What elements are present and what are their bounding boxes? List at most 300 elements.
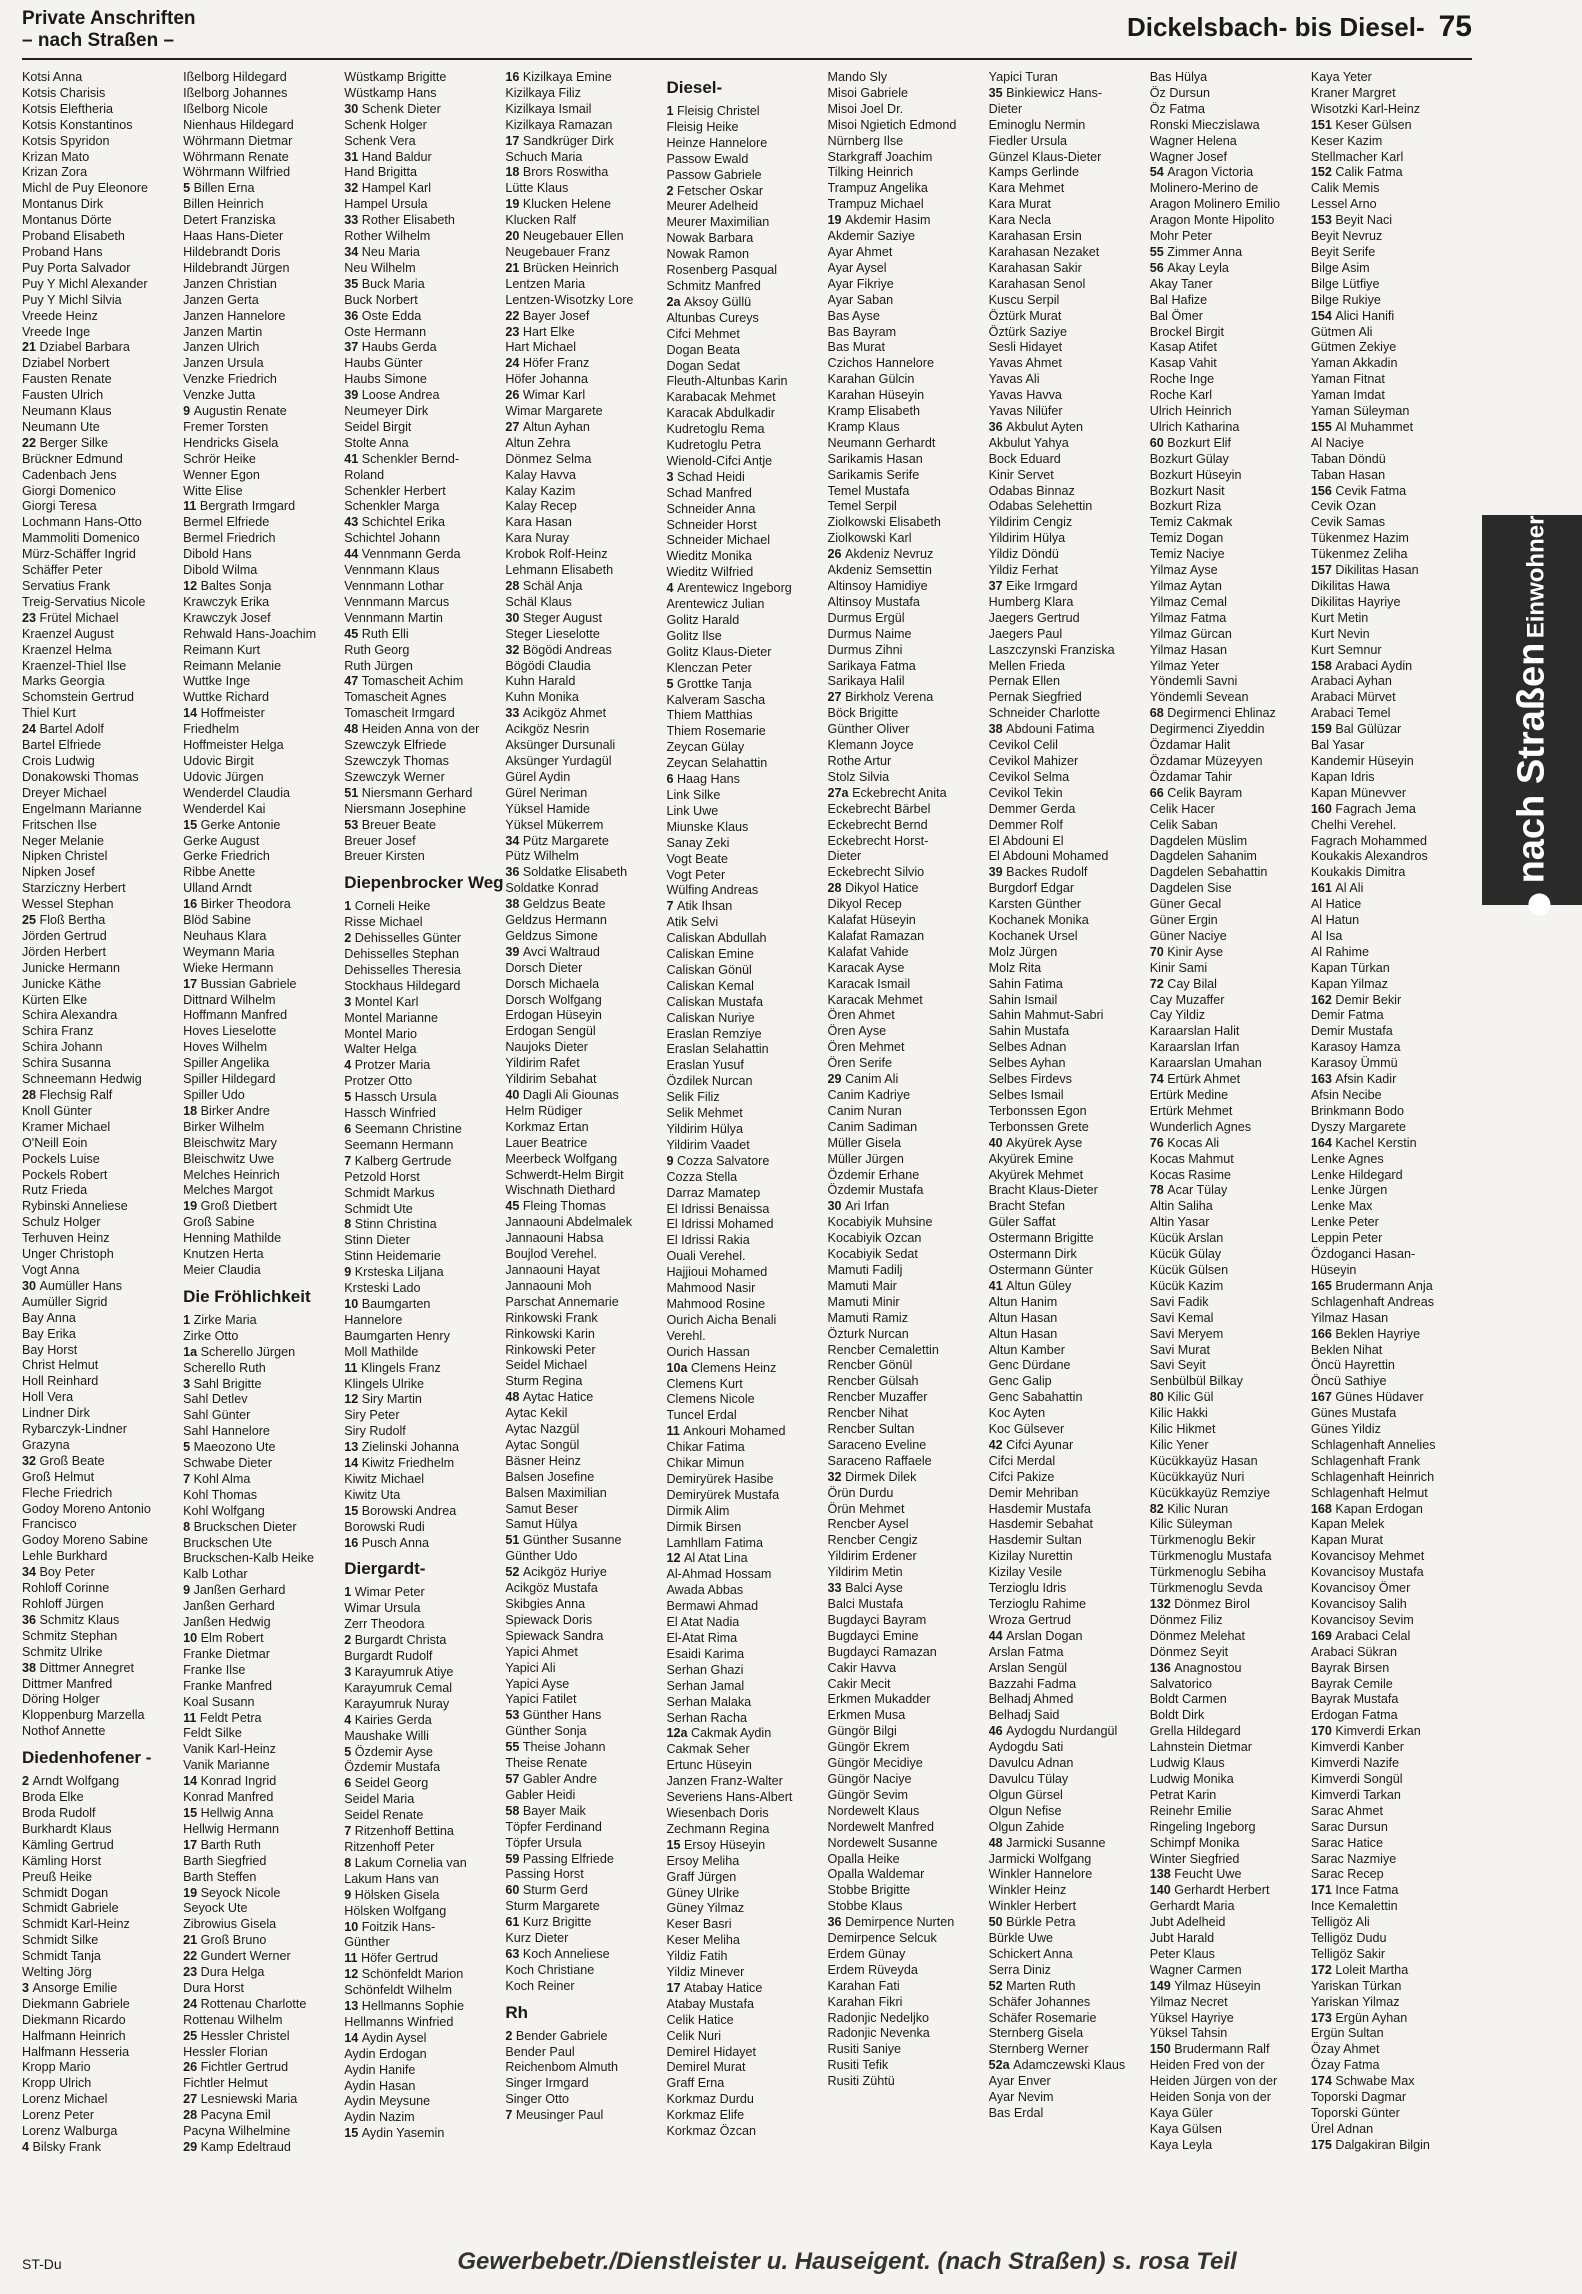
house-number: 28 [827,881,846,896]
directory-entry: Udovic Birgit [183,753,254,768]
directory-column [666,70,827,2230]
directory-entry: Seidel Birgit [344,419,412,434]
directory-entry: 26 Akdeniz Nevruz [827,547,934,562]
house-number: 72 [1149,976,1168,991]
directory-entry: Arentewicz Julian [666,597,765,612]
house-number: 44 [988,1628,1007,1643]
directory-entry: Montanus Dirk [22,197,104,212]
directory-entry: Helm Rüdiger [505,1103,583,1118]
directory-entry: Beklen Nihat [1310,1342,1383,1357]
directory-entry: Kizilkaya Filiz [505,85,581,100]
directory-entry: Stockhaus Hildegard [344,978,461,993]
directory-entry: Kapan Münevver [1310,785,1407,800]
directory-entry: Erdogan Sengül [505,1024,596,1039]
section-side-tab [1482,515,1582,905]
directory-entry: Cifci Merdal [988,1453,1056,1468]
footer-banner: Gewerbebetr./Dienstleister u. Hauseigent. (nach Straßen) s. rosa Teil [457,2248,1237,2275]
directory-entry: 18 Birker Andre [183,1103,270,1118]
directory-entry: 38 Geldzus Beate [505,897,606,912]
house-number: 149 [1149,1978,1175,1993]
directory-entry: Dagdelen Sise [1149,881,1232,896]
directory-entry: Olgun Zahide [988,1819,1065,1834]
house-number: 40 [505,1088,523,1102]
directory-entry: Fichtler Helmut [183,2076,268,2091]
directory-entry: 12 Siry Martin [344,1392,422,1407]
directory-entry: Lehle Burkhard [22,1549,108,1564]
directory-entry: Singer Otto [505,2092,570,2107]
directory-entry: Wöhrmann Renate [183,149,289,164]
house-number: 3 [22,1980,33,1995]
directory-entry: Pernak Siegfried [988,690,1082,705]
directory-entry: Kotsis Spyridon [22,133,110,148]
house-number: 14 [183,706,201,721]
directory-entry: Kiwitz Uta [344,1487,401,1502]
directory-entry: Tilking Heinrich [827,165,914,180]
directory-entry: Spiewack Sandra [505,1628,604,1643]
directory-entry: Fausten Renate [22,372,112,387]
house-number: 14 [344,1456,362,1471]
house-number: 2 [666,183,677,198]
directory-entry: Koukakis Alexandros [1310,849,1428,864]
directory-entry: Schichtel Johann [344,531,441,546]
directory-entry: Fiedler Ursula [988,133,1068,148]
directory-entry: Güngör Ekrem [827,1740,910,1755]
directory-entry: Ulland Arndt [183,881,252,896]
directory-entry: Rusiti Saniye [827,2042,902,2057]
directory-entry: Blöd Sabine [183,913,252,928]
directory-entry: Fleuth-Altunbas Karin [666,374,788,389]
directory-entry: Gürel Aydin [505,769,571,784]
directory-entry: 161 Al Ali [1310,881,1364,896]
directory-entry: Kaya Gülsen [1149,2121,1222,2136]
directory-entry: Cakir Havva [827,1660,897,1675]
directory-entry: Ertunc Hüseyin [666,1758,752,1773]
directory-entry: Molz Rita [988,960,1042,975]
directory-entry: Feldt Silke [183,1726,242,1741]
directory-entry: 8 Lakum Cornelia van [344,1855,467,1870]
directory-entry: Korkmaz Özcan [666,2124,757,2139]
directory-entry: Henning Mathilde [183,1231,282,1246]
house-number: 171 [1310,1883,1336,1898]
directory-entry: Kalafat Vahide [827,944,909,959]
house-number: 23 [22,610,40,625]
directory-entry: Yilmaz Ayse [1149,563,1218,578]
directory-entry: Karahan Hüseyin [827,388,925,403]
directory-entry: Puy Porta Salvador [22,260,131,275]
directory-entry: 21 Groß Bruno [183,1933,267,1948]
directory-entry: 32 Bögödi Andreas [505,642,612,657]
directory-entry: 5 Grottke Tanja [666,676,752,691]
directory-entry: Spiewack Doris [505,1612,593,1627]
directory-entry: Savi Fadik [1149,1294,1209,1309]
house-number: 32 [344,181,362,196]
directory-entry: Eraslan Remziye [666,1026,762,1041]
directory-entry: Aytac Nazgül [505,1422,580,1437]
section-label-line1: Private Anschriften [22,8,196,29]
side-tab-line2: nach Straßen [1510,642,1553,883]
directory-column [22,70,183,2230]
directory-entry: Kalay Kazim [505,483,576,498]
directory-entry: Örün Mehmet [827,1501,905,1516]
house-number: 132 [1149,1597,1175,1611]
directory-entry: Schenkler Herbert [344,483,446,498]
section-label [22,8,196,52]
house-number: 17 [183,1837,201,1852]
house-number: 21 [505,260,523,275]
directory-entry: Meurer Adelheid [666,199,759,214]
house-number: 3 [666,469,677,484]
directory-entry: Neumann Ute [22,419,100,434]
directory-entry: Özdamar Müzeyyen [1149,753,1263,768]
directory-entry: Yildirim Vaadet [666,1137,750,1152]
directory-entry: Krizan Zora [22,165,88,180]
directory-entry: 1 Zirke Maria [183,1312,257,1327]
house-number: 19 [183,1199,201,1214]
directory-entry: Kurt Nevin [1310,626,1370,641]
directory-entry: Bock Eduard [988,451,1061,466]
house-number: 56 [1149,260,1168,275]
directory-entry: Celik Nuri [666,2028,722,2043]
house-number: 38 [988,722,1007,737]
directory-entry: Clemens Nicole [666,1392,755,1407]
directory-entry: 3 Schad Heidi [666,469,745,484]
directory-entry: Bal Ömer [1149,308,1203,323]
directory-entry: Demir Mehriban [988,1485,1079,1500]
directory-entry: Ören Mehmet [827,1040,905,1055]
directory-entry: Kuhn Harald [505,674,576,689]
directory-entry: Öz Fatma [1149,101,1206,116]
directory-entry: Hendricks Gisela [183,435,279,450]
house-number: 50 [988,1915,1007,1930]
directory-entry: Dönmez Melehat [1149,1628,1245,1643]
directory-entry: 26 Wimar Karl [505,388,586,403]
directory-entry: Giorgi Domenico [22,483,116,498]
directory-entry: Güngör Sevim [827,1787,909,1802]
directory-entry: Özdemir Mustafa [344,1760,441,1775]
directory-entry: Rencber Cemalettin [827,1342,939,1357]
directory-entry: Durmus Naime [827,626,912,641]
directory-entry: Bleischwitz Mary [183,1135,277,1150]
directory-entry: Breuer Kirsten [344,849,425,864]
directory-entry: 10 Baumgarten [344,1296,431,1311]
directory-entry: Bozkurt Hüseyin [1149,467,1242,482]
directory-entry: Schuch Maria [505,149,583,164]
directory-entry: Venzke Friedrich [183,372,277,387]
directory-entry: Belhadj Ahmed [988,1692,1074,1707]
directory-entry: Bugdayci Ramazan [827,1644,937,1659]
directory-entry: Heiden Fred von der [1149,2058,1265,2073]
directory-entry: Caliskan Kemal [666,978,754,993]
directory-entry: Ißelborg Nicole [183,101,268,116]
section-label-line2: – nach Straßen – [22,30,175,51]
directory-entry: Kimverdi Nazife [1310,1756,1400,1771]
directory-entry: Wischnath Diethard [505,1183,616,1198]
directory-entry: Seidel Michael [505,1358,588,1373]
directory-entry: Kalveram Sascha [666,692,766,707]
directory-entry: Cevikol Selma [988,769,1070,784]
directory-entry: 4 Arentewicz Ingeborg [666,581,792,596]
directory-entry: Serhan Racha [666,1710,747,1725]
directory-entry: Schenk Vera [344,133,416,148]
house-number: 11 [666,1424,684,1439]
directory-entry: Rencber Muzaffer [827,1390,928,1405]
directory-entry: Karacak Ayse [827,960,905,975]
directory-entry: Döring Holger [22,1692,100,1707]
directory-entry: Kochanek Ursel [988,928,1078,943]
directory-entry: Jarmicki Wolfgang [988,1851,1092,1866]
directory-entry: 31 Hand Baldur [344,149,432,164]
directory-entry: Güney Yilmaz [666,1901,745,1916]
directory-entry: Fagrach Mohammed [1310,833,1428,848]
directory-entry: Al-Ahmad Hossam [666,1567,772,1582]
directory-entry: Barth Siegfried [183,1853,267,1868]
directory-entry: 33 Balci Ayse [827,1581,903,1596]
directory-entry: Scherello Ruth [183,1360,266,1375]
directory-entry: Schlagenhaft Frank [1310,1453,1421,1468]
directory-entry: Ulrich Heinrich [1149,404,1232,419]
house-number: 15 [183,1805,201,1820]
directory-entry: Yildirim Hülya [988,531,1066,546]
street-range: Dickelsbach- bis Diesel- [1126,12,1425,42]
directory-entry: Spiller Udo [183,1088,245,1102]
directory-entry: Chelhi Verehel. [1310,817,1397,832]
directory-entry: Ayar Fikriye [827,276,894,291]
directory-entry: Cadenbach Jens [22,467,117,482]
house-number: 39 [505,944,523,959]
directory-entry: El Idrissi Rakia [666,1233,750,1248]
house-number: 39 [344,388,362,403]
directory-entry: 14 Hoffmeister [183,706,265,721]
directory-entry: Kalay Recep [505,499,577,514]
directory-entry: Karaarslan Halit [1149,1024,1240,1039]
house-number: 36 [988,419,1007,434]
directory-entry: Venzke Jutta [183,388,256,403]
directory-entry: Holl Reinhard [22,1374,99,1389]
directory-entry: Yilmaz Yeter [1149,658,1220,673]
house-number: 68 [1149,706,1168,721]
directory-entry: 32 Dirmek Dilek [827,1469,917,1484]
directory-entry: Rencber Gülsah [827,1374,919,1389]
directory-entry: Wiesenbach Doris [666,1805,769,1820]
directory-entry: Heiden Sonja von der [1149,2090,1271,2105]
directory-entry: Koch Reiner [505,1978,575,1993]
directory-entry: Sturm Margarete [505,1899,600,1914]
directory-entry: Mürz-Schäffer Ingrid [22,547,136,562]
directory-entry: Winkler Hannelore [988,1867,1093,1882]
directory-entry: Özdamar Halit [1149,738,1231,753]
directory-entry: Acikgöz Mustafa [505,1581,598,1596]
directory-entry: Bilge Rukiye [1310,292,1381,307]
house-number: 5 [666,676,677,691]
directory-entry: 1a Scherello Jürgen [183,1344,296,1359]
directory-entry: Dura Horst [183,1980,244,1995]
directory-entry: Bermawi Ahmad [666,1599,759,1614]
house-number: 152 [1310,165,1336,180]
directory-entry: Melches Margot [183,1183,273,1198]
directory-entry: Temel Mustafa [827,483,910,498]
directory-entry: Sarikaya Fatma [827,658,916,673]
directory-entry: 39 Loose Andrea [344,388,440,403]
directory-entry: Bender Paul [505,2044,575,2059]
house-number: 8 [344,1855,355,1870]
directory-entry: 18 Brors Roswitha [505,165,609,180]
directory-entry: Selik Filiz [666,1090,720,1105]
directory-entry: Heiden Jürgen von der [1149,2074,1278,2089]
directory-entry: Stolte Anna [344,435,409,450]
directory-entry: Kämling Gertrud [22,1837,114,1852]
directory-entry: Spiller Angelika [183,1056,270,1071]
directory-entry: 19 Groß Dietbert [183,1199,277,1214]
house-number: 48 [988,1835,1007,1850]
directory-entry: Klemann Joyce [827,738,914,753]
directory-entry: Schwabe Dieter [183,1456,273,1471]
directory-entry: Bas Hülya [1149,70,1208,84]
directory-entry: Lochmann Hans-Otto [22,515,142,530]
directory-entry: 170 Kimverdi Erkan [1310,1724,1421,1739]
directory-entry: Kilic Süleyman [1149,1517,1233,1532]
directory-entry: 11 Höfer Gertrud [344,1951,439,1966]
house-number: 24 [22,722,40,737]
street-heading: Diepenbrocker Weg [344,873,504,893]
directory-entry: Golitz Harald [666,613,740,627]
directory-entry: 17 Atabay Hatice [666,1980,763,1995]
directory-entry: Altinsoy Hamidiye [827,579,928,593]
directory-entry: 12 Al Atat Lina [666,1551,748,1566]
directory-entry: Lorenz Walburga [22,2124,118,2139]
house-number: 19 [505,197,523,212]
directory-entry: Davulcu Adnan [988,1756,1074,1771]
directory-entry: Seidel Renate [344,1808,424,1823]
directory-entry: Schmidt Tanja [22,1949,101,1964]
directory-entry: Günther Oliver [827,722,910,737]
directory-entry: Radonjic Nedeljko [827,2010,930,2025]
directory-entry: Calik Memis [1310,181,1380,196]
house-number: 52a [988,2058,1014,2073]
directory-entry: Güner Naciye [1149,928,1227,943]
directory-entry: 156 Cevik Fatma [1310,483,1407,498]
directory-entry: Niersmann Josephine [344,801,467,816]
directory-entry: Yavas Ahmet [988,356,1062,371]
directory-entry: Janzen Gerta [183,292,259,307]
directory-entry: Rusiti Zühtü [827,2074,895,2089]
directory-entry: 14 Kiwitz Friedhelm [344,1456,455,1471]
directory-entry: Bas Erdal [988,2106,1044,2120]
directory-entry: Schira Franz [22,1024,94,1039]
house-number: 51 [505,1533,523,1548]
house-number: 9 [183,1583,194,1598]
directory-entry: Boldt Carmen [1149,1692,1227,1707]
directory-entry: 55 Zimmer Anna [1149,244,1243,259]
directory-entry: 35 Binkiewicz Hans- [988,85,1103,100]
directory-entry: Mamuti Minir [827,1294,900,1309]
directory-entry: Yavas Ali [988,372,1040,387]
directory-entry: Kizilay Vesile [988,1565,1063,1580]
directory-entry: 30 Steger August [505,610,602,625]
directory-entry: Rybarczyk-Lindner [22,1422,127,1437]
house-number: 59 [505,1851,523,1866]
directory-entry: Aumüller Sigrid [22,1294,108,1309]
directory-entry: Bracht Stefan [988,1199,1065,1214]
directory-entry: Yildirim Rafet [505,1056,580,1071]
directory-entry: Dönmez Seyit [1149,1644,1229,1659]
house-number: 16 [183,897,201,912]
directory-entry: 63 Koch Anneliese [505,1946,610,1961]
directory-entry: Wülfing Andreas [666,883,759,898]
directory-entry: Temiz Naciye [1149,547,1225,562]
directory-entry: 24 Höfer Franz [505,356,590,371]
directory-entry: Ayar Nevim [988,2090,1054,2105]
directory-entry: Francisco [22,1517,77,1532]
directory-entry: Szewczyk Elfriede [344,738,447,753]
directory-entry: Schmidt Silke [22,1933,99,1948]
directory-entry: 9 Augustin Renate [183,404,287,419]
house-number: 154 [1310,308,1336,323]
directory-entry: Sarac Nazmiye [1310,1851,1397,1866]
directory-entry: Knoll Günter [22,1103,93,1118]
directory-entry: Seyock Ute [183,1901,248,1916]
house-number: 4 [666,581,677,596]
directory-entry: Rohloff Jürgen [22,1597,104,1611]
directory-entry: Aytac Songül [505,1437,580,1452]
house-number: 12 [344,1392,362,1407]
directory-entry: Bartel Elfriede [22,738,102,753]
directory-entry: Esaidi Karima [666,1646,745,1661]
directory-entry: 16 Kizilkaya Emine [505,70,612,84]
directory-entry: Schira Alexandra [22,1008,118,1023]
directory-entry: 151 Keser Gülsen [1310,117,1412,132]
directory-entry: 47 Tomascheit Achim [344,674,464,689]
directory-entry: Ziolkowski Karl [827,531,912,546]
directory-entry: Vennmann Lothar [344,579,444,593]
directory-entry: Dyszy Margarete [1310,1119,1407,1134]
house-number: 7 [344,1153,355,1168]
house-number: 34 [22,1565,40,1580]
directory-entry: Friedhelm [183,722,240,737]
house-number: 82 [1149,1501,1168,1516]
directory-entry: Wunderlich Agnes [1149,1119,1252,1134]
directory-entry: Sarac Ahmet [1310,1803,1383,1818]
directory-entry: El Atat Nadia [666,1615,740,1630]
directory-entry: Neumann Gerhardt [827,435,936,450]
directory-entry: Wuttke Richard [183,690,269,705]
directory-entry: Grella Hildegard [1149,1724,1241,1739]
directory-entry: Vogt Beate [666,851,729,866]
directory-entry: 160 Fagrach Jema [1310,801,1416,816]
directory-entry: Cifci Pakize [988,1469,1055,1484]
directory-entry: Trampuz Angelika [827,181,928,196]
directory-entry: Billen Heinrich [183,197,264,212]
directory-entry: Naujoks Dieter [505,1040,588,1055]
house-number: 7 [344,1824,355,1839]
directory-entry: Schneider Michael [666,533,771,548]
directory-entry: Selbes Ismail [988,1088,1064,1102]
directory-entry: Terhuven Heinz [22,1231,110,1246]
directory-entry: Yöndemli Savni [1149,674,1238,689]
house-number: 39 [988,865,1007,880]
directory-entry: Koc Ayten [988,1406,1046,1421]
directory-entry: Mahmood Rosine [666,1296,766,1311]
directory-entry: Vreede Heinz [22,308,98,323]
house-number: 160 [1310,801,1336,816]
directory-entry: Yüksel Tahsin [1149,2026,1228,2041]
directory-entry: Schenkler Marga [344,499,440,514]
house-number: 1 [344,1585,355,1600]
directory-entry: Taban Döndü [1310,451,1386,466]
directory-entry: 152 Calik Fatma [1310,165,1403,180]
directory-entry: 23 Dura Helga [183,1965,265,1980]
directory-entry: Schneider Charlotte [988,706,1100,721]
directory-entry: Serhan Malaka [666,1694,752,1709]
